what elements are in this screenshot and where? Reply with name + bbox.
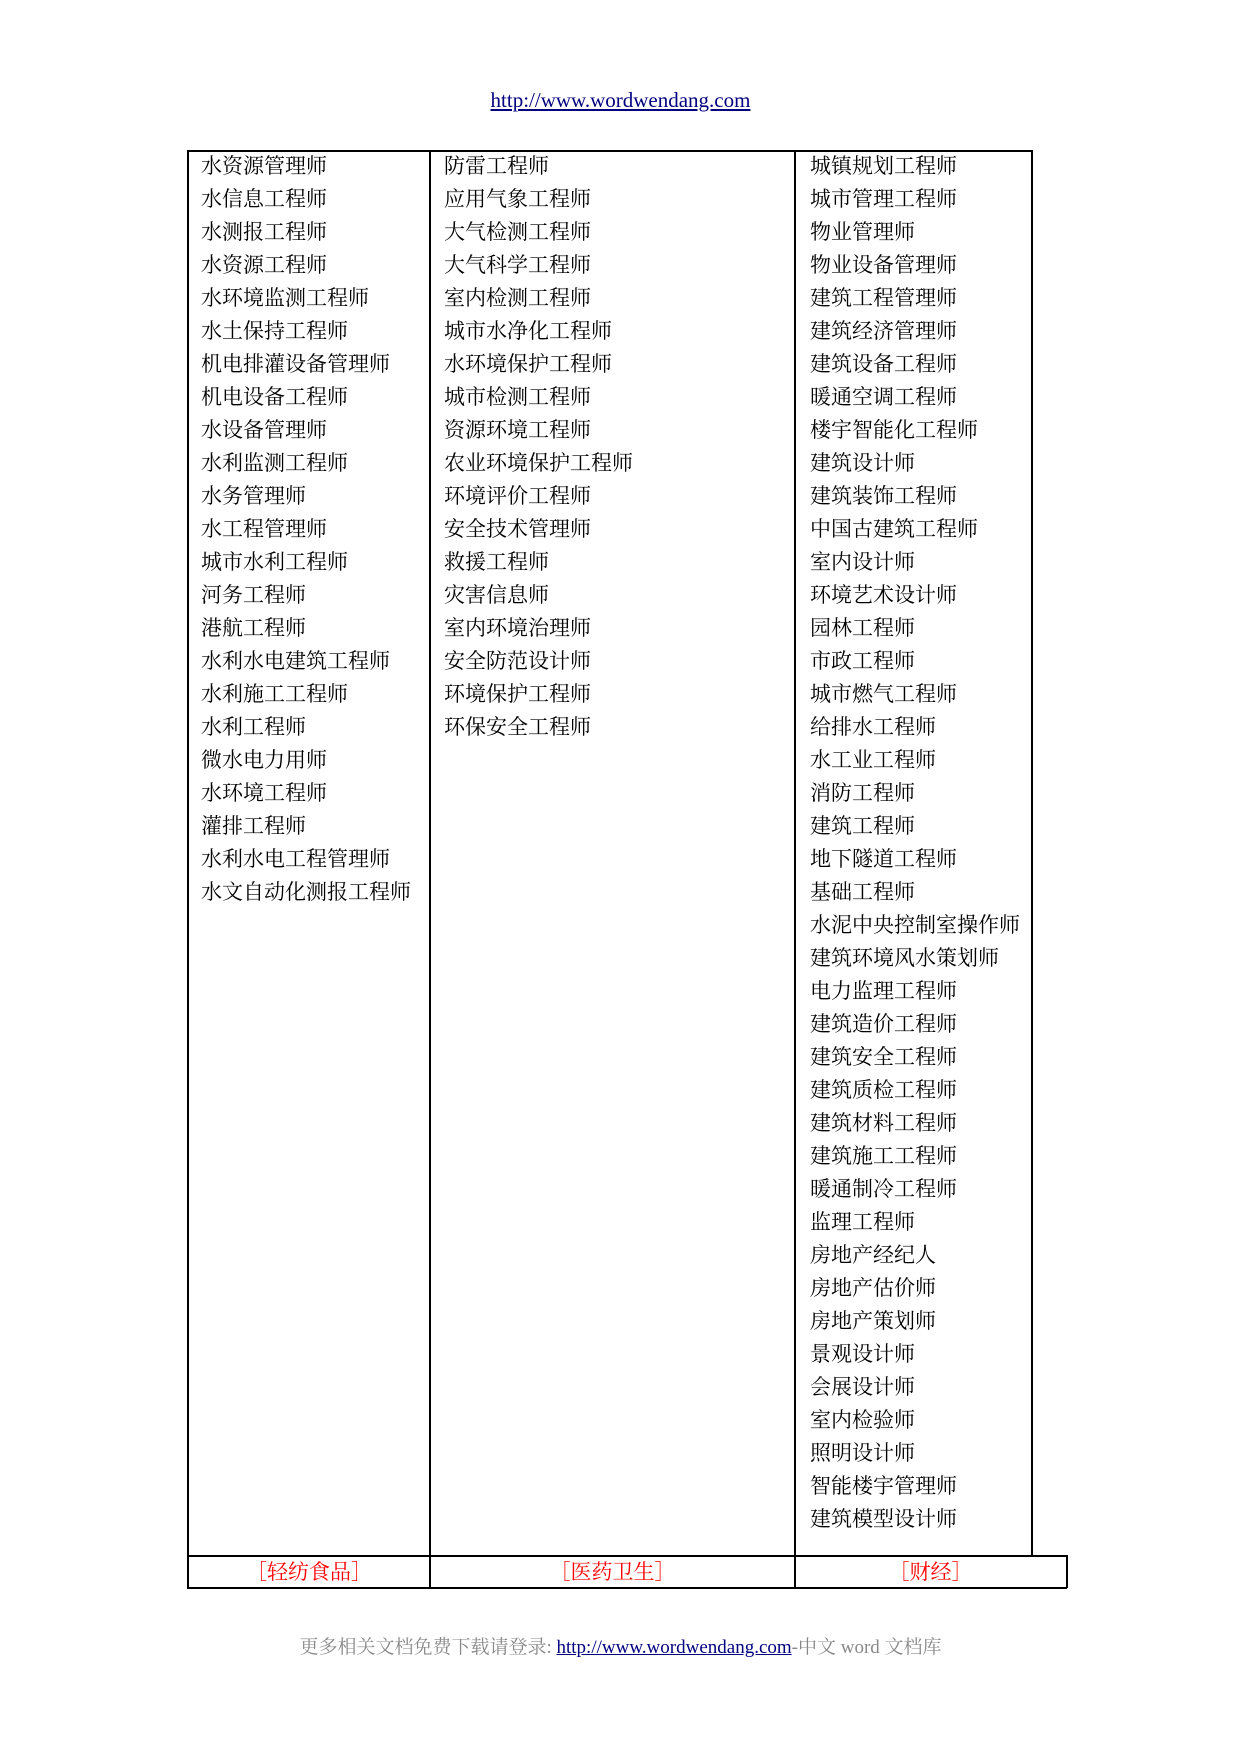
job-title-item: 水利水电工程管理师: [201, 847, 390, 871]
job-title-item: 建筑环境风水策划师: [810, 946, 999, 970]
job-title-item: 会展设计师: [810, 1375, 915, 1399]
job-title-item: 环境艺术设计师: [810, 583, 957, 607]
job-title-item: 水利工程师: [201, 715, 306, 739]
job-title-item: 安全技术管理师: [444, 517, 591, 541]
job-title-item: 景观设计师: [810, 1342, 915, 1366]
job-title-item: 水测报工程师: [201, 220, 327, 244]
job-title-item: 防雷工程师: [444, 154, 549, 178]
job-title-item: 城市检测工程师: [444, 385, 591, 409]
job-title-item: 室内检测工程师: [444, 286, 591, 310]
job-title-item: 室内设计师: [810, 550, 915, 574]
job-title-item: 建筑质检工程师: [810, 1078, 957, 1102]
job-title-item: 资源环境工程师: [444, 418, 591, 442]
job-title-item: 水利监测工程师: [201, 451, 348, 475]
footer-link[interactable]: http://www.wordwendang.com: [556, 1637, 792, 1658]
job-title-item: 水工程管理师: [201, 517, 327, 541]
job-title-item: 消防工程师: [810, 781, 915, 805]
job-title-item: 园林工程师: [810, 616, 915, 640]
job-title-item: 环保安全工程师: [444, 715, 591, 739]
job-title-item: 建筑安全工程师: [810, 1045, 957, 1069]
job-title-item: 应用气象工程师: [444, 187, 591, 211]
category-row-right-border: [1066, 1555, 1068, 1588]
job-title-item: 机电排灌设备管理师: [201, 352, 390, 376]
job-title-item: 智能楼宇管理师: [810, 1474, 957, 1498]
job-title-item: 给排水工程师: [810, 715, 936, 739]
job-title-item: 水资源工程师: [201, 253, 327, 277]
header-url: [0, 88, 1241, 113]
job-title-item: 河务工程师: [201, 583, 306, 607]
job-title-item: 安全防范设计师: [444, 649, 591, 673]
job-title-item: 水土保持工程师: [201, 319, 348, 343]
footer: [0, 1632, 1241, 1659]
job-title-item: 房地产策划师: [810, 1309, 936, 1333]
job-title-item: 水务管理师: [201, 484, 306, 508]
job-title-item: 水环境保护工程师: [444, 352, 612, 376]
job-title-item: 中国古建筑工程师: [810, 517, 978, 541]
job-title-item: 水利施工工程师: [201, 682, 348, 706]
category-light-industry-food: ［轻纺食品］: [246, 1560, 372, 1584]
job-title-item: 环境评价工程师: [444, 484, 591, 508]
job-title-item: 水泥中央控制室操作师: [810, 913, 1020, 937]
column-divider-2: [794, 150, 796, 1588]
job-title-item: 地下隧道工程师: [810, 847, 957, 871]
job-title-item: 室内检验师: [810, 1408, 915, 1432]
job-title-item: 水工业工程师: [810, 748, 936, 772]
job-title-item: 港航工程师: [201, 616, 306, 640]
job-title-item: 大气科学工程师: [444, 253, 591, 277]
job-title-item: 水文自动化测报工程师: [201, 880, 411, 904]
job-title-item: 暖通空调工程师: [810, 385, 957, 409]
job-title-item: 建筑经济管理师: [810, 319, 957, 343]
category-medicine-health: ［医药卫生］: [549, 1560, 676, 1584]
job-title-item: 照明设计师: [810, 1441, 915, 1465]
job-title-item: 建筑装饰工程师: [810, 484, 957, 508]
job-title-item: 建筑材料工程师: [810, 1111, 957, 1135]
job-title-item: 灌排工程师: [201, 814, 306, 838]
job-title-item: 建筑设计师: [810, 451, 915, 475]
job-title-item: 建筑施工工程师: [810, 1144, 957, 1168]
category-finance: ［财经］: [888, 1560, 973, 1584]
table-left-border: [187, 150, 189, 1588]
footer-prefix: 更多相关文档免费下载请登录:: [299, 1637, 557, 1658]
job-title-item: 水信息工程师: [201, 187, 327, 211]
column-1-list: [201, 150, 411, 909]
job-title-item: 农业环境保护工程师: [444, 451, 633, 475]
header-link[interactable]: http://www.wordwendang.com: [490, 88, 751, 112]
job-title-item: 暖通制冷工程师: [810, 1177, 957, 1201]
job-title-item: 水资源管理师: [201, 154, 327, 178]
job-title-item: 建筑工程师: [810, 814, 915, 838]
job-title-item: 基础工程师: [810, 880, 915, 904]
job-title-item: 室内环境治理师: [444, 616, 591, 640]
job-title-item: 楼宇智能化工程师: [810, 418, 978, 442]
footer-suffix: -中文 word 文档库: [791, 1637, 942, 1658]
job-title-item: 建筑设备工程师: [810, 352, 957, 376]
job-title-item: 房地产估价师: [810, 1276, 936, 1300]
job-title-item: 物业设备管理师: [810, 253, 957, 277]
job-title-item: 水利水电建筑工程师: [201, 649, 390, 673]
job-title-item: 城市水净化工程师: [444, 319, 612, 343]
job-title-item: 灾害信息师: [444, 583, 549, 607]
job-title-item: 建筑工程管理师: [810, 286, 957, 310]
job-title-item: 城市燃气工程师: [810, 682, 957, 706]
table-right-border: [1031, 150, 1033, 1556]
job-title-item: 监理工程师: [810, 1210, 915, 1234]
job-title-item: 微水电力用师: [201, 748, 327, 772]
job-title-item: 救援工程师: [444, 550, 549, 574]
job-title-item: 水环境工程师: [201, 781, 327, 805]
job-title-item: 市政工程师: [810, 649, 915, 673]
job-title-item: 机电设备工程师: [201, 385, 348, 409]
column-divider-1: [429, 150, 431, 1588]
job-title-item: 建筑造价工程师: [810, 1012, 957, 1036]
job-title-item: 城市管理工程师: [810, 187, 957, 211]
column-2-list: [444, 150, 633, 744]
column-3-list: [810, 150, 1020, 1536]
job-title-item: 水环境监测工程师: [201, 286, 369, 310]
job-title-item: 物业管理师: [810, 220, 915, 244]
job-title-item: 水设备管理师: [201, 418, 327, 442]
job-title-item: 城镇规划工程师: [810, 154, 957, 178]
job-title-item: 房地产经纪人: [810, 1243, 936, 1267]
job-title-item: 大气检测工程师: [444, 220, 591, 244]
job-title-item: 城市水利工程师: [201, 550, 348, 574]
job-title-item: 电力监理工程师: [810, 979, 957, 1003]
job-title-item: 环境保护工程师: [444, 682, 591, 706]
job-title-item: 建筑模型设计师: [810, 1507, 957, 1531]
